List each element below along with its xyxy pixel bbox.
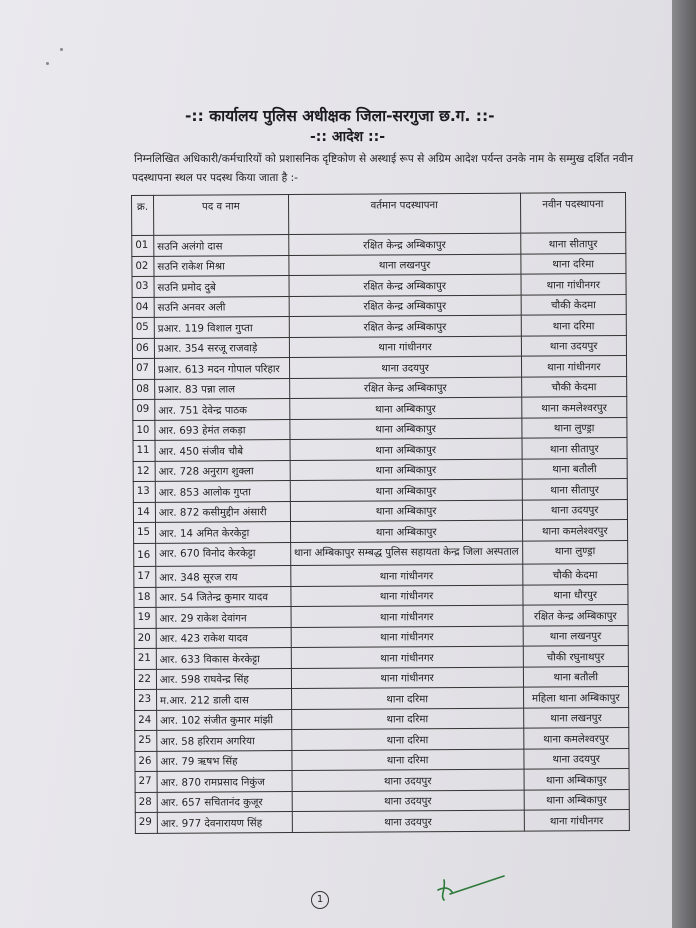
- cell-post-name: आर. 657 सचितानंद कुजूर: [157, 791, 292, 812]
- cell-new-posting: थाना धौरपुर: [522, 584, 628, 605]
- cell-serial: 29: [135, 812, 157, 833]
- cell-new-posting: चौकी केदमा: [521, 376, 627, 397]
- cell-current-posting: थाना अम्बिकापुर: [290, 459, 522, 481]
- cell-serial: 28: [135, 792, 157, 813]
- cell-post-name: प्रआर. 83 पन्ना लाल: [155, 378, 290, 399]
- order-intro-text: निम्नलिखित अधिकारी/कर्मचारियों को प्रशासनिक दृष्टिकोण से अस्थाई रूप से अग्रिम आदेश पर्यन्त उनके नाम के सम्मुख दर्शित नवीन पदस्थापना स्थल पर पदस्थ किया जाता है :-: [132, 153, 634, 184]
- cell-current-posting: थाना दरिमा: [292, 749, 524, 771]
- cell-serial: 08: [133, 379, 155, 400]
- cell-new-posting: थाना कमलेश्वरपुर: [521, 396, 627, 417]
- cell-current-posting: थाना अम्बिकापुर: [290, 418, 522, 440]
- cell-post-name: आर. 450 संजीव चौबे: [155, 440, 290, 461]
- cell-post-name: आर. 633 विकास केरकेट्टा: [156, 648, 291, 669]
- cell-current-posting: थाना उदयपुर: [292, 790, 524, 812]
- paper-speck: [46, 62, 49, 65]
- cell-new-posting: थाना लुण्ड्रा: [522, 540, 628, 564]
- cell-current-posting: थाना गांधीनगर: [291, 626, 523, 648]
- page-number: 1: [311, 891, 329, 909]
- cell-current-posting: थाना दरिमा: [291, 687, 523, 709]
- cell-current-posting: थाना अम्बिकापुर सम्बद्ध पुलिस सहायता केन्द्र जिला अस्पताल: [290, 541, 522, 566]
- cell-current-posting: रक्षित केन्द्र अम्बिकापुर: [288, 233, 520, 255]
- cell-current-posting: थाना उदयपुर: [289, 356, 521, 378]
- cell-new-posting: थाना लुण्ड्रा: [521, 417, 627, 438]
- cell-serial: 16: [134, 543, 156, 567]
- cell-serial: 17: [134, 566, 156, 587]
- cell-new-posting: थाना उदयपुर: [521, 335, 627, 356]
- paper-speck: [60, 48, 63, 51]
- cell-current-posting: थाना गांधीनगर: [291, 605, 523, 627]
- cell-new-posting: थाना सीतापुर: [521, 437, 627, 458]
- cell-current-posting: थाना गांधीनगर: [291, 646, 523, 668]
- cell-new-posting: महिला थाना अम्बिकापुर: [523, 686, 629, 707]
- table-row: [135, 809, 629, 833]
- cell-serial: 07: [132, 358, 154, 379]
- cell-post-name: आर. 423 राकेश यादव: [156, 627, 291, 648]
- table-header-row: [132, 192, 626, 235]
- cell-post-name: आर. 870 रामप्रसाद निकुंज: [157, 771, 292, 792]
- cell-serial: 02: [132, 256, 154, 277]
- cell-post-name: प्रआर. 119 विशाल गुप्ता: [154, 317, 289, 338]
- cell-serial: 10: [133, 420, 155, 441]
- cell-current-posting: थाना दरिमा: [292, 728, 524, 750]
- cell-serial: 21: [134, 648, 156, 669]
- cell-post-name: सउनि अलंगो दास: [154, 235, 289, 256]
- cell-serial: 27: [135, 771, 157, 792]
- cell-serial: 26: [135, 751, 157, 772]
- cell-current-posting: थाना गांधीनगर: [291, 667, 523, 689]
- cell-post-name: आर. 598 राघवेन्द्र सिंह: [156, 668, 291, 689]
- cell-new-posting: रक्षित केन्द्र अम्बिकापुर: [523, 604, 629, 625]
- table-body: [132, 232, 630, 833]
- cell-post-name: प्रआर. 613 मदन गोपाल परिहार: [154, 358, 289, 379]
- cell-new-posting: थाना बतौली: [522, 458, 628, 479]
- cell-new-posting: थाना गांधीनगर: [524, 809, 630, 830]
- cell-post-name: आर. 670 विनोद केरकेट्टा: [156, 542, 291, 566]
- cell-new-posting: थाना गांधीनगर: [520, 273, 626, 294]
- cell-current-posting: थाना लखनपुर: [289, 254, 521, 276]
- cell-serial: 23: [135, 689, 157, 710]
- cell-post-name: आर. 977 देवनारायण सिंह: [157, 812, 292, 833]
- cell-post-name: आर. 872 कसीमुद्दीन अंसारी: [155, 501, 290, 522]
- cell-current-posting: रक्षित केन्द्र अम्बिकापुर: [289, 315, 521, 337]
- cell-new-posting: चौकी केदमा: [522, 563, 628, 584]
- cell-post-name: आर. 58 हरिराम अगरिया: [157, 730, 292, 751]
- cell-serial: 05: [132, 317, 154, 338]
- cell-new-posting: थाना लखनपुर: [523, 625, 629, 646]
- cell-new-posting: थाना कमलेश्वरपुर: [522, 519, 628, 540]
- col-header-post-name: पद व नाम: [153, 195, 288, 236]
- cell-post-name: आर. 728 अनुराग शुक्ला: [155, 460, 290, 481]
- background-edge: [672, 0, 696, 928]
- cell-new-posting: थाना सीतापुर: [522, 478, 628, 499]
- cell-new-posting: थाना अम्बिकापुर: [524, 768, 630, 789]
- cell-post-name: प्रआर. 354 सरजू राजवाड़े: [154, 337, 289, 358]
- col-header-new-posting: नवीन पदस्थापना: [520, 192, 626, 233]
- transfer-table: [131, 192, 630, 834]
- cell-current-posting: थाना गांधीनगर: [291, 564, 523, 586]
- signature-mark: [432, 870, 512, 906]
- cell-current-posting: थाना उदयपुर: [292, 769, 524, 791]
- cell-serial: 15: [134, 522, 156, 543]
- cell-serial: 20: [134, 628, 156, 649]
- cell-post-name: आर. 29 राकेश देवांगन: [156, 607, 291, 628]
- cell-post-name: आर. 102 संजीत कुमार मांझी: [157, 709, 292, 730]
- cell-new-posting: थाना लखनपुर: [523, 707, 629, 728]
- cell-serial: 01: [132, 235, 154, 256]
- cell-serial: 25: [135, 730, 157, 751]
- cell-new-posting: थाना उदयपुर: [523, 748, 629, 769]
- cell-serial: 11: [133, 440, 155, 461]
- cell-current-posting: थाना अम्बिकापुर: [289, 397, 521, 419]
- cell-serial: 14: [133, 502, 155, 523]
- cell-current-posting: थाना गांधीनगर: [291, 585, 523, 607]
- cell-new-posting: चौकी रघुनाथपुर: [523, 645, 629, 666]
- cell-new-posting: थाना गांधीनगर: [521, 355, 627, 376]
- cell-current-posting: थाना अम्बिकापुर: [290, 438, 522, 460]
- cell-current-posting: रक्षित केन्द्र अम्बिकापुर: [289, 295, 521, 317]
- cell-current-posting: थाना उदयपुर: [292, 810, 524, 832]
- cell-current-posting: रक्षित केन्द्र अम्बिकापुर: [289, 274, 521, 296]
- cell-post-name: सउनि अनवर अली: [154, 296, 289, 317]
- cell-serial: 12: [133, 461, 155, 482]
- cell-post-name: आर. 79 ऋषभ सिंह: [157, 750, 292, 771]
- cell-post-name: सउनि प्रमोद दुबे: [154, 276, 289, 297]
- order-heading: -:: आदेश ::-: [310, 129, 386, 145]
- cell-serial: 18: [134, 587, 156, 608]
- cell-new-posting: थाना सीतापुर: [520, 232, 626, 253]
- cell-serial: 03: [132, 276, 154, 297]
- cell-post-name: आर. 14 अमित केरकेट्टा: [155, 522, 290, 543]
- cell-new-posting: थाना दरिमा: [521, 314, 627, 335]
- cell-current-posting: थाना दरिमा: [291, 708, 523, 730]
- cell-current-posting: थाना अम्बिकापुर: [290, 520, 522, 542]
- cell-serial: 04: [132, 297, 154, 318]
- cell-post-name: सउनि राकेश मिश्रा: [154, 255, 289, 276]
- office-title: -:: कार्यालय पुलिस अधीक्षक जिला-सरगुजा छ.ग. ::-: [185, 107, 495, 125]
- cell-post-name: आर. 853 आलोक गुप्ता: [155, 481, 290, 502]
- col-header-current-posting: वर्तमान पदस्थापना: [288, 193, 520, 234]
- cell-current-posting: थाना गांधीनगर: [289, 336, 521, 358]
- cell-post-name: आर. 751 देवेन्द्र पाठक: [155, 399, 290, 420]
- cell-serial: 19: [134, 607, 156, 628]
- cell-serial: 09: [133, 399, 155, 420]
- cell-current-posting: रक्षित केन्द्र अम्बिकापुर: [289, 377, 521, 399]
- cell-current-posting: थाना अम्बिकापुर: [290, 500, 522, 522]
- cell-new-posting: थाना अम्बिकापुर: [524, 789, 630, 810]
- table-row: [134, 540, 628, 567]
- cell-current-posting: थाना अम्बिकापुर: [290, 479, 522, 501]
- cell-serial: 13: [133, 481, 155, 502]
- cell-serial: 06: [132, 338, 154, 359]
- cell-new-posting: चौकी केदमा: [521, 294, 627, 315]
- cell-post-name: आर. 693 हेमंत लकड़ा: [155, 419, 290, 440]
- cell-new-posting: थाना उदयपुर: [522, 499, 628, 520]
- cell-new-posting: थाना कमलेश्वरपुर: [523, 727, 629, 748]
- cell-post-name: आर. 348 सूरज राय: [156, 566, 291, 587]
- cell-new-posting: थाना बतौली: [523, 666, 629, 687]
- col-header-serial: क्र.: [132, 195, 154, 235]
- cell-post-name: म.आर. 212 डाली दास: [156, 689, 291, 710]
- cell-serial: 22: [134, 669, 156, 690]
- cell-serial: 24: [135, 710, 157, 731]
- cell-new-posting: थाना दरिमा: [520, 253, 626, 274]
- cell-post-name: आर. 54 जितेन्द्र कुमार यादव: [156, 586, 291, 607]
